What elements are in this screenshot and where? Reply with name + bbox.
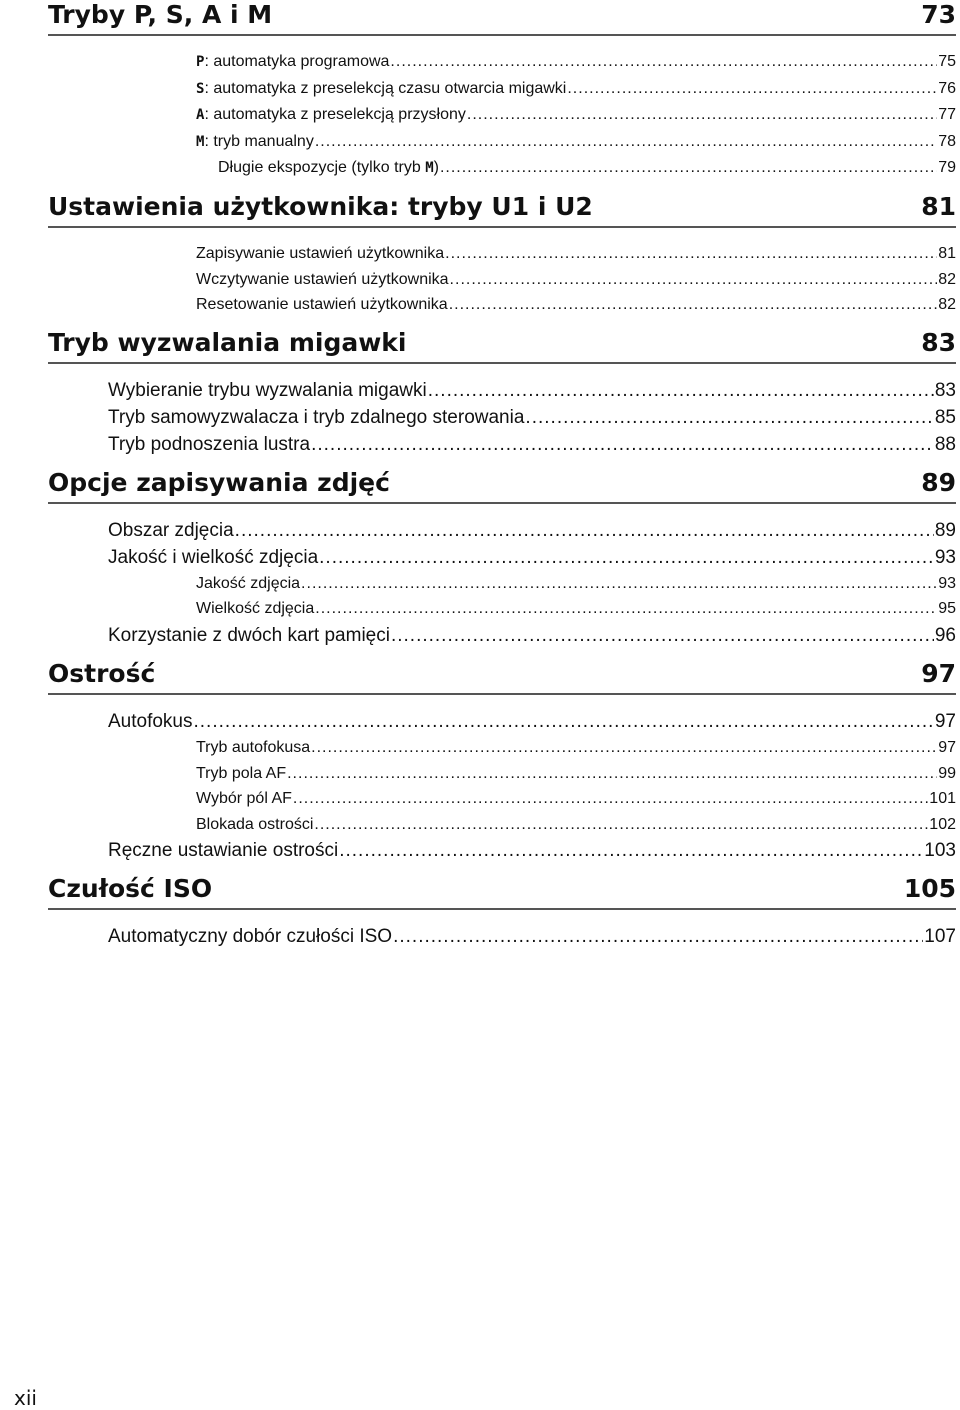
toc-entry: [48, 241, 956, 267]
section-heading: [48, 468, 956, 504]
toc-entry: [48, 267, 956, 293]
section-page: 81: [921, 191, 956, 221]
section-entries: [48, 695, 956, 874]
toc-entry: [48, 622, 956, 649]
dot-leader: [315, 129, 937, 155]
section-heading: [48, 0, 956, 36]
dot-leader: [393, 923, 923, 950]
section-heading: [48, 659, 956, 695]
entry-page: 93: [934, 546, 956, 568]
toc-section: [48, 328, 956, 468]
toc-section: [48, 659, 956, 874]
toc-entry: [48, 786, 956, 812]
toc-entry: [48, 544, 956, 571]
dot-leader: [391, 622, 934, 649]
entry-text: Jakość i wielkość zdjęcia: [108, 546, 319, 568]
section-page: 83: [921, 327, 956, 357]
entry-title: [196, 241, 444, 267]
mode-letter: S: [196, 80, 205, 97]
entry-text: Tryb podnoszenia lustra: [108, 433, 311, 455]
section-title: Ostrość: [48, 658, 156, 688]
dot-leader: [449, 292, 938, 318]
entry-title: [196, 596, 314, 622]
entry-text: Resetowanie ustawień użytkownika: [196, 296, 448, 314]
dot-leader: [194, 708, 934, 735]
dot-leader: [450, 267, 938, 293]
entry-title: [108, 923, 392, 950]
toc-entry: [48, 292, 956, 318]
entry-title: [196, 102, 466, 129]
section-entries: [48, 504, 956, 659]
section-title: Tryby P, S, A i M: [48, 0, 273, 29]
entry-text: Tryb autofokusa: [196, 738, 311, 756]
entry-page: 89: [934, 519, 956, 541]
dot-leader: [339, 837, 923, 864]
dot-leader: [567, 76, 937, 102]
dot-leader: [319, 544, 934, 571]
section-page: 105: [903, 874, 956, 904]
section-entries: [48, 36, 956, 192]
dot-leader: [293, 786, 928, 812]
entry-page: 88: [934, 433, 956, 455]
entry-page: 77: [938, 106, 956, 124]
entry-text: Wielkość zdjęcia: [196, 600, 315, 618]
entry-text: Ręczne ustawianie ostrości: [108, 840, 339, 862]
entry-text: Zapisywanie ustawień użytkownika: [196, 244, 445, 262]
entry-page: 85: [934, 406, 956, 428]
dot-leader: [525, 404, 933, 431]
entry-text: Długie ekspozycje (tylko tryb: [218, 159, 426, 177]
entry-page: 93: [938, 574, 956, 592]
entry-title: [108, 377, 427, 404]
dot-leader: [467, 102, 937, 128]
dot-leader: [315, 596, 937, 622]
entry-title: [196, 292, 448, 318]
entry-page: 97: [934, 710, 956, 732]
section-page: 89: [921, 467, 956, 497]
section-heading: [48, 874, 956, 910]
section-title: Ustawienia użytkownika: tryby U1 i U2: [48, 191, 593, 221]
entry-text: Autofokus: [108, 710, 193, 732]
dot-leader: [311, 735, 937, 761]
entry-page: 107: [924, 926, 956, 948]
entry-text: Blokada ostrości: [196, 815, 314, 833]
section-page: 97: [921, 658, 956, 688]
toc-entry: [48, 735, 956, 761]
dot-leader: [445, 241, 937, 267]
mode-letter: P: [196, 54, 205, 70]
section-title: Czułość ISO: [48, 874, 213, 904]
entry-page: 82: [938, 296, 956, 314]
toc-entry: [48, 49, 956, 76]
entry-text: : automatyka z preselekcją przysłony: [204, 106, 466, 124]
entry-page: 83: [934, 379, 956, 401]
toc-entry: [48, 812, 956, 838]
section-entries: [48, 910, 956, 960]
toc-entry: [48, 596, 956, 622]
dot-leader: [311, 431, 934, 458]
entry-title: [196, 129, 314, 156]
entry-page: 75: [938, 53, 956, 70]
entry-text: Obszar zdjęcia: [108, 519, 234, 541]
entry-title: [196, 571, 300, 597]
entry-page: 78: [938, 132, 956, 150]
entry-page: 81: [938, 244, 956, 262]
entry-title: [108, 517, 234, 544]
dot-leader: [440, 155, 937, 181]
entry-title: [108, 622, 390, 649]
entry-title: [196, 812, 313, 838]
entry-title: [218, 155, 439, 182]
entry-text: Tryb pola AF: [196, 764, 287, 782]
toc-entry: [48, 571, 956, 597]
entry-text: Wybieranie trybu wyzwalania migawki: [108, 379, 427, 401]
entry-title: [108, 431, 310, 458]
toc-entry: [48, 517, 956, 544]
toc-entry: [48, 761, 956, 787]
entry-text: Wybór pól AF: [196, 790, 292, 808]
entry-text: : tryb manualny: [204, 132, 314, 150]
section-title: Tryb wyzwalania migawki: [48, 327, 407, 357]
entry-title: [196, 786, 292, 812]
entry-page: 99: [938, 764, 956, 782]
section-title: Opcje zapisywania zdjęć: [48, 467, 390, 497]
entry-title: [196, 735, 310, 761]
section-heading: [48, 192, 956, 228]
dot-leader: [301, 571, 937, 597]
toc-section: [48, 0, 956, 192]
toc-entry: [48, 129, 956, 156]
toc-entry: [48, 708, 956, 735]
toc-section: [48, 468, 956, 659]
entry-page: 95: [938, 600, 956, 618]
entry-text: : automatyka z preselekcją czasu otwarcia migawki: [204, 79, 567, 97]
page-number: xii: [14, 1386, 37, 1410]
entry-text: Tryb samowyzwalacza i tryb zdalnego sterowania: [108, 406, 525, 428]
entry-page: 96: [934, 624, 956, 646]
mode-letter: M: [425, 160, 434, 177]
toc-entry: [48, 377, 956, 404]
entry-text: Wczytywanie ustawień użytkownika: [196, 270, 449, 288]
entry-page: 79: [938, 159, 956, 177]
mode-letter: M: [196, 133, 205, 150]
toc-entry: [48, 76, 956, 103]
dot-leader: [314, 812, 928, 838]
entry-text-after: ): [433, 159, 439, 177]
section-entries: [48, 228, 956, 328]
entry-page: 76: [938, 79, 956, 97]
entry-text: Automatyczny dobór czułości ISO: [108, 926, 393, 948]
toc-entry: [48, 431, 956, 458]
entry-title: [108, 404, 524, 431]
entry-page: 97: [938, 738, 956, 756]
toc-entry: [48, 837, 956, 864]
toc-entry: [48, 404, 956, 431]
entry-title: [108, 544, 318, 571]
entry-title: [108, 837, 338, 864]
entry-title: [196, 76, 566, 103]
entry-text: : automatyka programowa: [204, 53, 390, 70]
entry-title: [196, 267, 449, 293]
section-page: 73: [921, 0, 956, 29]
dot-leader: [287, 761, 937, 787]
toc-section: [48, 874, 956, 960]
entry-text: Jakość zdjęcia: [196, 574, 301, 592]
entry-page: 82: [938, 270, 956, 288]
entry-title: [196, 761, 286, 787]
toc-entry: [48, 923, 956, 950]
entry-page: 102: [929, 815, 956, 833]
toc-section: [48, 192, 956, 328]
table-of-contents: [48, 0, 956, 960]
section-entries: [48, 364, 956, 468]
dot-leader: [428, 377, 934, 404]
toc-entry: [48, 155, 956, 182]
entry-text: Korzystanie z dwóch kart pamięci: [108, 624, 390, 646]
dot-leader: [235, 517, 934, 544]
section-heading: [48, 328, 956, 364]
entry-title: [108, 708, 193, 735]
toc-entry: [48, 102, 956, 129]
entry-page: 101: [929, 790, 956, 808]
entry-page: 103: [924, 840, 956, 862]
dot-leader: [390, 49, 937, 75]
entry-title: [196, 49, 389, 76]
mode-letter: A: [196, 107, 205, 124]
